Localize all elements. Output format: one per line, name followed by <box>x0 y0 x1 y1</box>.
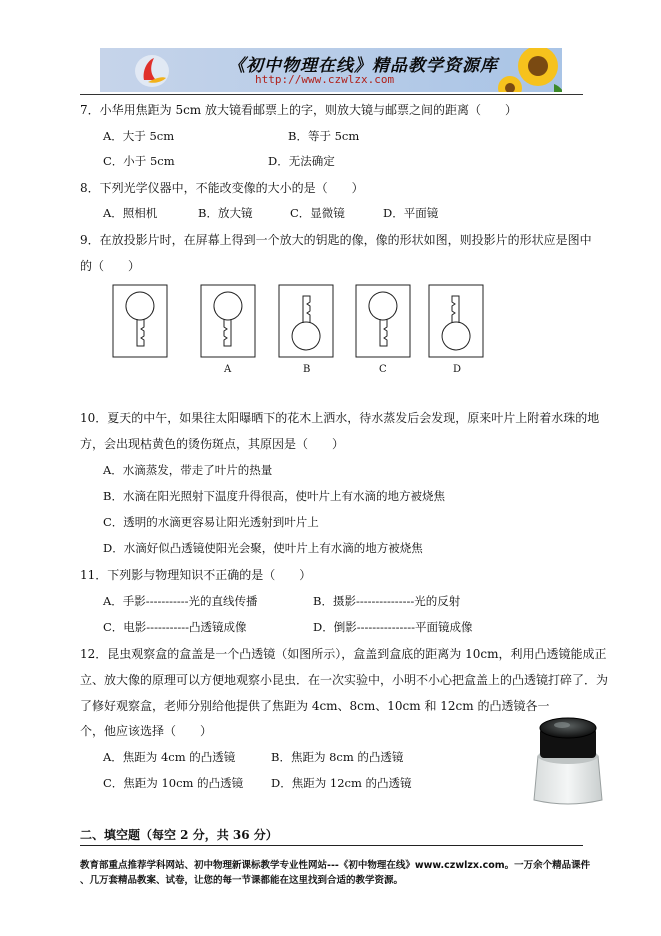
question-7-option-b[interactable]: B．等于 5cm <box>288 129 360 143</box>
question-8-option-d[interactable]: D．平面镜 <box>383 206 439 220</box>
question-12-option-c[interactable]: C．焦距为 10cm 的凸透镜 <box>103 776 244 790</box>
question-11-option-a[interactable]: A．手影-----------光的直线传播 <box>103 594 258 608</box>
footer-line1: 教育部重点推荐学科网站、初中物理新课标教学专业性网站---《初中物理在线》www.czwlzx.com。一万余个精品课件 <box>80 860 591 871</box>
header-banner <box>100 48 562 92</box>
question-8-option-c[interactable]: C．显微镜 <box>290 206 345 220</box>
question-12-stem-line4: 个，他应该选择（ ） <box>80 724 213 738</box>
question-7-option-d[interactable]: D．无法确定 <box>268 154 335 168</box>
site-logo-icon <box>134 54 170 88</box>
key-option-c-figure[interactable] <box>355 284 411 358</box>
question-12-option-b[interactable]: B．焦距为 8cm 的凸透镜 <box>271 750 404 764</box>
question-10-option-a[interactable]: A．水滴蒸发，带走了叶片的热量 <box>103 463 273 477</box>
question-11-option-b[interactable]: B．摄影---------------光的反射 <box>313 594 461 608</box>
question-9-stem-line2: 的（ ） <box>80 259 141 273</box>
question-10-option-b[interactable]: B．水滴在阳光照射下温度升得很高，使叶片上有水滴的地方被烧焦 <box>103 489 445 503</box>
header-rule <box>80 94 583 95</box>
figure-label-d: D <box>453 364 462 375</box>
question-12-stem-line1: 12．昆虫观察盒的盒盖是一个凸透镜（如图所示），盒盖到盒底的距离为 10cm，利用凸透镜能成正 <box>80 647 607 661</box>
key-option-d-figure[interactable] <box>428 284 484 358</box>
question-10-option-c[interactable]: C．透明的水滴更容易让阳光透射到叶片上 <box>103 515 319 529</box>
sunflower-icon <box>498 48 562 92</box>
question-12-option-a[interactable]: A．焦距为 4cm 的凸透镜 <box>103 750 236 764</box>
question-11-option-c[interactable]: C．电影-----------凸透镜成像 <box>103 620 247 634</box>
question-7-option-c[interactable]: C．小于 5cm <box>103 154 175 168</box>
question-10-stem-line2: 方，会出现枯黄色的烫伤斑点，其原因是（ ） <box>80 437 345 451</box>
figure-label-b: B <box>303 364 311 375</box>
question-8-option-b[interactable]: B．放大镜 <box>198 206 253 220</box>
question-10-option-d[interactable]: D．水滴好似凸透镜使阳光会聚，使叶片上有水滴的地方被烧焦 <box>103 541 423 555</box>
question-10-stem-line1: 10．夏天的中午，如果往太阳曝晒下的花木上洒水，待水蒸发后会发现，原来叶片上附着水珠的地 <box>80 411 600 425</box>
banner-title: 《初中物理在线》精品教学资源库 <box>228 56 498 76</box>
question-9-stem-line1: 9．在放投影片时，在屏幕上得到一个放大的钥匙的像，像的形状如图，则投影片的形状应是图中 <box>80 233 592 247</box>
question-7-option-a[interactable]: A．大于 5cm <box>103 129 175 143</box>
key-image-figure <box>112 284 168 358</box>
figure-label-a: A <box>224 364 232 375</box>
question-11-stem: 11．下列影与物理知识不正确的是（ ） <box>80 568 312 582</box>
question-12-option-d[interactable]: D．焦距为 12cm 的凸透镜 <box>271 776 412 790</box>
question-7-stem: 7．小华用焦距为 5cm 放大镜看邮票上的字，则放大镜与邮票之间的距离（ ） <box>80 103 518 117</box>
key-option-b-figure[interactable] <box>278 284 334 358</box>
figure-label-c: C <box>379 364 387 375</box>
footer-line2: 、几万套精品教案、试卷，让您的每一节课都能在这里找到合适的教学资源。 <box>80 875 404 886</box>
section-divider <box>80 845 583 846</box>
question-8-stem: 8．下列光学仪器中，不能改变像的大小的是（ ） <box>80 181 364 195</box>
key-option-a-figure[interactable] <box>200 284 256 358</box>
question-8-option-a[interactable]: A．照相机 <box>103 206 158 220</box>
question-11-option-d[interactable]: D．倒影---------------平面镜成像 <box>313 620 473 634</box>
banner-url[interactable]: http://www.czwlzx.com <box>255 73 395 86</box>
question-12-stem-line2: 立、放大像的原理可以方便地观察小昆虫．在一次实验中，小明不小心把盒盖上的凸透镜打碎了．为 <box>80 673 609 687</box>
insect-box-photo <box>528 712 608 808</box>
section-2-title: 二、填空题（每空 2 分，共 36 分） <box>80 828 278 842</box>
question-12-stem-line3: 了修好观察盒，老师分别给他提供了焦距为 4cm、8cm、10cm 和 12cm 的凸透镜各一 <box>80 699 550 713</box>
